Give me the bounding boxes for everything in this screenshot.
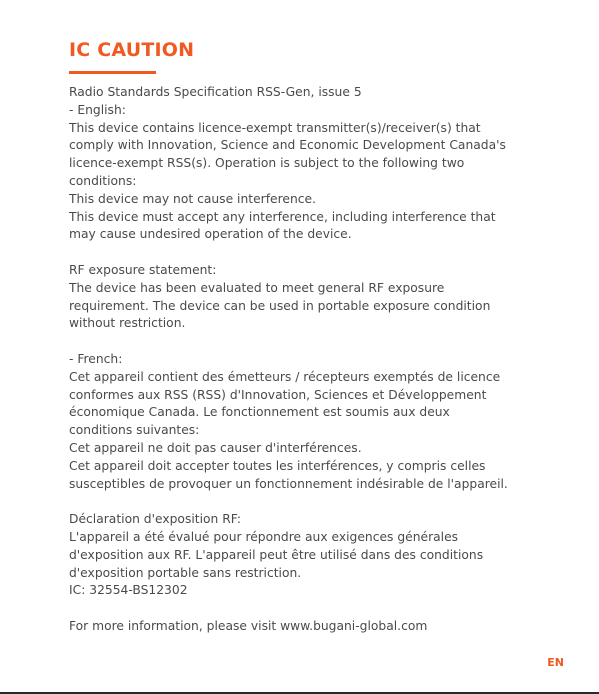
paragraph-rss-english	[69, 84, 579, 244]
text-line: RF exposure statement:	[69, 262, 217, 277]
text-line: licence-exempt RSS(s). Operation is subject to the following two	[69, 156, 465, 171]
text-line: conditions:	[69, 173, 137, 188]
text-line: conformes aux RSS (RSS) d'Innovation, Sciences et Développement	[69, 387, 487, 402]
text-line: L'appareil a été évalué pour répondre aux exigences générales	[69, 529, 459, 544]
text-line: This device may not cause interference.	[69, 191, 316, 206]
paragraph-rf-declaration	[69, 511, 579, 600]
ic-number: IC: 32554-BS12302	[69, 583, 188, 598]
text-line: Déclaration d'exposition RF:	[69, 512, 242, 527]
text-line: susceptibles de provoquer un fonctionnement indésirable de l'appareil.	[69, 476, 508, 491]
paragraph-rf-exposure	[69, 262, 579, 333]
text-line: requirement. The device can be used in portable exposure condition	[69, 298, 491, 313]
paragraph-french	[69, 351, 579, 493]
text-line: This device contains licence-exempt transmitter(s)/receiver(s) that	[69, 120, 481, 135]
text-line: may cause undesired operation of the device.	[69, 227, 352, 242]
title-underline	[69, 71, 156, 74]
text-line: Radio Standards Specification RSS-Gen, issue 5	[69, 85, 362, 99]
text-line: The device has been evaluated to meet general RF exposure	[69, 280, 445, 295]
text-line: This device must accept any interference, including interference that	[69, 209, 496, 224]
paragraph-gap	[69, 493, 579, 511]
text-line: d'exposition aux RF. L'appareil peut être utilisé dans des conditions	[69, 547, 484, 562]
text-line: - English:	[69, 102, 126, 117]
text-line: without restriction.	[69, 316, 186, 331]
paragraph-gap	[69, 244, 579, 262]
text-line: économique Canada. Le fonctionnement est soumis aux deux	[69, 405, 450, 420]
paragraph-more-info	[69, 618, 579, 636]
language-badge: EN	[547, 656, 564, 669]
text-line: conditions suivantes:	[69, 423, 200, 438]
document-body	[69, 84, 579, 636]
text-line: comply with Innovation, Science and Economic Development Canada's	[69, 138, 506, 153]
paragraph-gap	[69, 333, 579, 351]
page-title: IC CAUTION	[69, 39, 195, 61]
text-line: Cet appareil contient des émetteurs / récepteurs exemptés de licence	[69, 369, 501, 384]
text-line: d'exposition portable sans restriction.	[69, 565, 302, 580]
text-line: Cet appareil doit accepter toutes les interférences, y compris celles	[69, 458, 486, 473]
more-info-line: For more information, please visit www.bugani-global.com	[69, 618, 428, 633]
paragraph-gap	[69, 600, 579, 618]
text-line: - French:	[69, 351, 123, 366]
text-line: Cet appareil ne doit pas causer d'interférences.	[69, 440, 362, 455]
